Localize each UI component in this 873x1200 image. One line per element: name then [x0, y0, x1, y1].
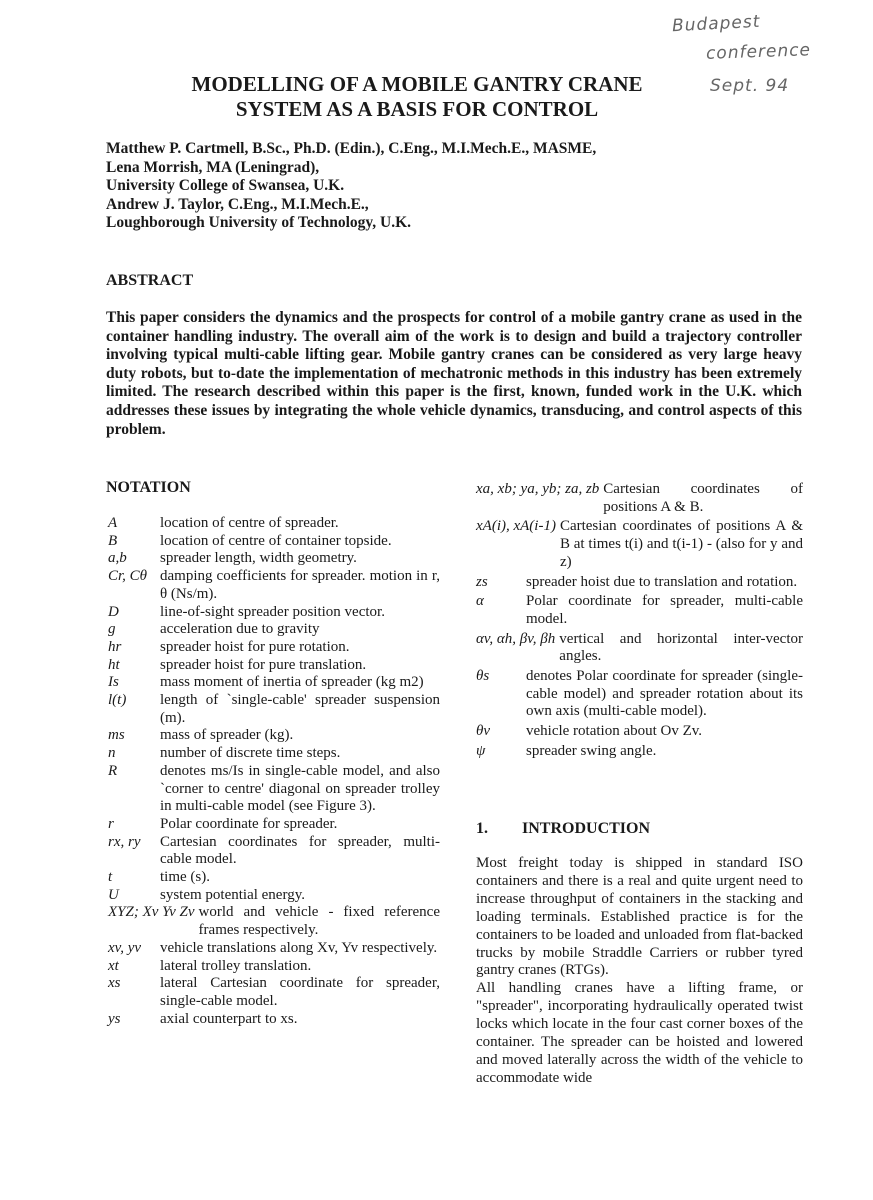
title-line: MODELLING OF A MOBILE GANTRY CRANE	[191, 72, 643, 96]
notation-entry	[108, 533, 440, 551]
notation-symbol: Is	[108, 674, 119, 691]
author-line: Andrew J. Taylor, C.Eng., M.I.Mech.E.,	[106, 195, 369, 213]
notation-entry	[476, 668, 803, 721]
section-title: INTRODUCTION	[522, 820, 651, 837]
notation-heading: NOTATION	[106, 479, 191, 496]
notation-entry	[108, 904, 440, 939]
handwritten-line: Sept. 94	[710, 76, 790, 96]
notation-entry	[108, 887, 440, 905]
notation-entry	[108, 657, 440, 675]
notation-definition: spreader length, width geometry.	[160, 550, 357, 567]
notation-definition: Polar coordinate for spreader, multi-cable model.	[526, 593, 803, 627]
notation-definition: mass of spreader (kg).	[160, 727, 294, 744]
notation-entry	[476, 723, 803, 741]
notation-symbol: l(t)	[108, 692, 127, 709]
notation-symbol: XYZ; Xv Yv Zv	[108, 904, 195, 921]
notation-entry	[108, 727, 440, 745]
notation-entry	[108, 869, 440, 887]
notation-entry	[108, 515, 440, 533]
notation-entry	[108, 763, 440, 816]
author-block	[106, 140, 596, 233]
notation-entry	[476, 518, 803, 571]
abstract-heading: ABSTRACT	[106, 272, 194, 289]
notation-symbol: xt	[108, 957, 119, 974]
notation-entry	[108, 568, 440, 603]
notation-definition: Cartesian coordinates of positions A & B at times t(i) and t(i-1) - (also for y and z)	[559, 518, 803, 570]
introduction-heading	[476, 820, 650, 838]
notation-definition: spreader hoist for pure translation.	[160, 656, 367, 673]
notation-entry	[108, 958, 440, 976]
notation-definition: vertical and horizontal inter-vector angles.	[559, 630, 803, 665]
notation-entry	[108, 975, 440, 1010]
author-line: University College of Swansea, U.K.	[106, 177, 345, 194]
notation-definition: acceleration due to gravity	[160, 621, 320, 638]
notation-symbol: ys	[108, 1010, 121, 1027]
notation-entry	[476, 574, 803, 592]
notation-definition: world and vehicle - fixed reference frames respectively.	[198, 904, 440, 939]
notation-definition: denotes Polar coordinate for spreader (single-cable model) and spreader rotation about its own axis (multi-cable model).	[526, 668, 803, 720]
notation-symbol: xa, xb; ya, yb; za, zb	[476, 481, 600, 497]
notation-symbol: ms	[108, 727, 125, 744]
notation-symbol: t	[108, 869, 113, 886]
notation-symbol: θs	[476, 668, 490, 685]
notation-symbol: rx, ry	[108, 833, 141, 850]
notation-entry	[108, 550, 440, 568]
notation-entry	[108, 621, 440, 639]
notation-symbol: r	[108, 815, 114, 832]
notation-list-left	[108, 515, 440, 1028]
title-line: SYSTEM AS A BASIS FOR CONTROL	[235, 97, 599, 121]
notation-entry	[476, 481, 803, 516]
notation-symbol: n	[108, 745, 116, 762]
notation-entry	[108, 816, 440, 834]
author-line: Matthew P. Cartmell, B.Sc., Ph.D. (Edin.), C.Eng., M.I.Mech.E., MASME,	[106, 140, 597, 157]
notation-entry	[476, 631, 803, 666]
notation-definition: length of `single-cable' spreader suspension (m).	[160, 692, 440, 726]
notation-symbol: hr	[108, 638, 122, 655]
notation-symbol: θv	[476, 723, 491, 740]
author-line: Loughborough University of Technology, U.K.	[106, 214, 412, 231]
handwritten-line: conference	[705, 40, 812, 64]
notation-symbol: zs	[476, 573, 488, 590]
notation-definition: location of centre of container topside.	[160, 532, 392, 549]
notation-entry	[476, 593, 803, 628]
notation-definition: Cartesian coordinates for spreader, multi-cable model.	[160, 833, 440, 868]
author-line: Lena Morrish, MA (Leningrad),	[106, 158, 320, 176]
notation-symbol: xA(i), xA(i-1)	[476, 518, 556, 535]
notation-definition: axial counterpart to xs.	[160, 1010, 298, 1027]
introduction-body	[476, 855, 803, 1088]
paragraph: All handling cranes have a lifting frame, or "spreader", incorporating hydraulically operated twist locks which locate in the four cast corner boxes of the container. The spreader can be hoisted and lowered and moved laterally across the width of the vehicle to accommodate wide	[476, 980, 803, 1086]
notation-entry	[108, 1011, 440, 1029]
notation-definition: lateral trolley translation.	[160, 957, 312, 974]
handwritten-line: Budapest	[671, 11, 761, 37]
notation-entry	[108, 940, 440, 958]
notation-entry	[476, 743, 803, 761]
notation-symbol: xv, yv	[108, 939, 142, 956]
notation-entry	[108, 692, 440, 727]
notation-symbol: ht	[108, 656, 120, 673]
notation-symbol: D	[108, 603, 119, 620]
notation-definition: spreader hoist due to translation and rotation.	[526, 573, 798, 590]
abstract-text: This paper considers the dynamics and the prospects for control of a mobile gantry crane as used in the container handling industry. The overall aim of the work is to design and build a trajectory controller involving typical multi-cable lifting gear. Mobile gantry cranes can be considered as very large heavy duty robots, but to-date the implementation of mechatronic methods in this industry has been extremely limited. The research described within this paper is the first, known, funded work in the U.K. which addresses these issues by integrating the whole vehicle dynamics, transducing, and control aspects of this problem.	[106, 309, 802, 438]
notation-entry	[108, 834, 440, 869]
notation-definition: Polar coordinate for spreader.	[160, 815, 338, 832]
notation-definition: location of centre of spreader.	[160, 515, 339, 531]
notation-definition: spreader swing angle.	[526, 742, 657, 759]
notation-definition: vehicle translations along Xv, Yv respectively.	[160, 939, 438, 956]
notation-definition: system potential energy.	[160, 886, 305, 903]
notation-symbol: ψ	[476, 742, 486, 759]
notation-symbol: R	[108, 762, 118, 779]
notation-list-right	[476, 481, 803, 763]
notation-symbol: α	[476, 593, 484, 610]
notation-definition: number of discrete time steps.	[160, 745, 341, 762]
paragraph: Most freight today is shipped in standard ISO containers and there is a real and quite urgent need to increase throughput of containers in the stacking and loading terminals. Established practice is for the containers to be loaded and unloaded from flat-backed trucks by mobile Straddle Carriers or rubber tyred gantry cranes (RTGs).	[476, 855, 803, 979]
notation-definition: time (s).	[160, 869, 210, 886]
notation-definition: spreader hoist for pure rotation.	[160, 638, 350, 655]
notation-symbol: a,b	[108, 550, 127, 567]
notation-symbol: A	[108, 515, 118, 531]
notation-symbol: g	[108, 621, 116, 638]
notation-definition: mass moment of inertia of spreader (kg m2)	[160, 674, 424, 691]
notation-definition: vehicle rotation about Ov Zv.	[526, 723, 703, 740]
notation-symbol: B	[108, 532, 118, 549]
notation-definition: line-of-sight spreader position vector.	[160, 603, 385, 620]
notation-symbol: Cr, Cθ	[108, 568, 148, 585]
notation-entry	[108, 639, 440, 657]
notation-definition: Cartesian coordinates of positions A & B.	[603, 481, 803, 515]
notation-definition: lateral Cartesian coordinate for spreader, single-cable model.	[160, 975, 440, 1009]
notation-entry	[108, 674, 440, 692]
section-number: 1.	[476, 820, 488, 837]
notation-definition: denotes ms/Is in single-cable model, and also `corner to centre' diagonal on spreader trolley in multi-cable model (see Figure 3).	[160, 762, 440, 815]
notation-symbol: xs	[108, 975, 121, 992]
notation-entry	[108, 604, 440, 622]
notation-symbol: U	[108, 886, 119, 903]
paper-title	[157, 72, 677, 122]
notation-entry	[108, 745, 440, 763]
notation-definition: damping coefficients for spreader. motion in r, θ (Ns/m).	[160, 568, 440, 602]
notation-symbol: αv, αh, βv, βh	[476, 630, 556, 647]
